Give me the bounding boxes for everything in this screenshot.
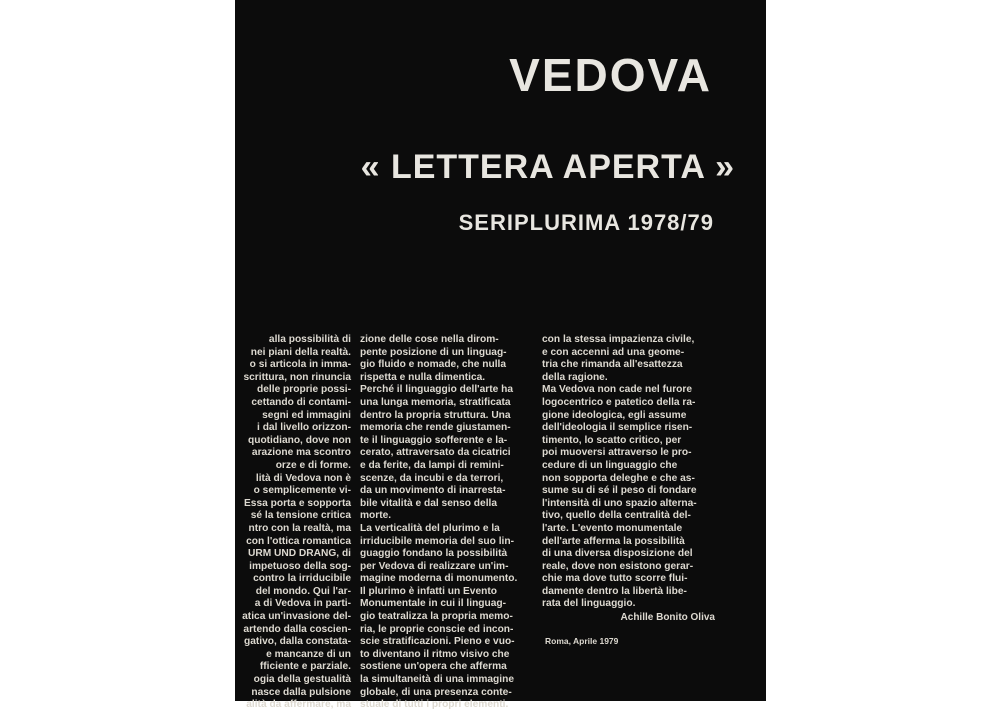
text-line: Perché il linguaggio dell'arte ha: [360, 384, 514, 396]
text-line: gione ideologica, egli assume: [542, 409, 687, 421]
text-line: dentro la propria struttura. Una: [360, 409, 511, 421]
text-line: irriducibile memoria del suo lin-: [360, 535, 514, 547]
text-line: quotidiano, dove non: [248, 434, 351, 446]
text-line: della ragione.: [542, 371, 608, 383]
text-line: to diventano il ritmo visivo che: [360, 648, 510, 660]
text-line: damente dentro la libertà libe-: [542, 585, 687, 597]
text-line: con la stessa impazienza civile,: [542, 334, 695, 345]
text-line: a di Vedova in parti-: [254, 598, 351, 610]
text-line: ogia della gestualità: [253, 674, 351, 686]
text-line: Il plurimo è infatti un Evento: [360, 585, 497, 597]
text-line: rispetta e nulla dimentica.: [360, 371, 486, 383]
text-line: scie stratificazioni. Pieno e vuo-: [360, 636, 515, 648]
text-line: alla possibilità di: [268, 334, 351, 345]
text-line: l'arte. L'evento monumentale: [542, 522, 683, 534]
text-line: del mondo. Qui l'ar-: [255, 585, 351, 597]
text-line: lità di Vedova non è: [255, 472, 351, 484]
text-column-2: [360, 334, 532, 712]
text-line: tivo, quello della centralità del-: [542, 510, 691, 522]
text-line: gio fluido e nomade, che nulla: [360, 359, 507, 371]
text-line: ria, le proprie conscie ed incon-: [360, 623, 514, 635]
text-line: ntro con la realtà, ma: [248, 522, 351, 534]
text-line: atica un'invasione del-: [242, 611, 351, 623]
text-line: e da ferite, da lampi di remini-: [360, 459, 504, 471]
text-column-1: [235, 334, 351, 712]
text-line: sume su di sé il peso di fondare: [542, 485, 697, 497]
text-line: chie ma dove tutto scorre flui-: [542, 573, 688, 585]
author-signature: Achille Bonito Oliva: [620, 612, 715, 623]
text-line: dell'ideologia il semplice risen-: [542, 422, 693, 434]
text-line: nasce dalla pulsione: [251, 686, 351, 698]
text-line: magine moderna di monumento.: [360, 573, 518, 585]
text-line: per Vedova di realizzare un'im-: [360, 560, 509, 572]
text-line: Monumentale in cui il linguag-: [360, 598, 507, 610]
text-line: da un movimento di inarresta-: [360, 485, 506, 497]
text-line: Essa porta e sopporta: [244, 497, 351, 509]
text-line: sostiene un'opera che afferma: [360, 661, 507, 673]
text-line: e mancanze di un: [266, 648, 351, 660]
text-line: pente posizione di un linguag-: [360, 346, 507, 358]
dateline: Roma, Aprile 1979: [545, 636, 619, 646]
text-line: memoria che rende giustamen-: [360, 422, 511, 434]
text-line: delle proprie possi-: [257, 384, 351, 396]
text-line: zione delle cose nella dirom-: [360, 334, 499, 345]
text-line: bile vitalità e dal senso della: [360, 497, 498, 509]
text-line: gativo, dalla constata-: [244, 636, 351, 648]
text-line: con l'ottica romantica: [246, 535, 351, 547]
text-line: URM UND DRANG, di: [248, 548, 351, 560]
poster-page: [235, 0, 766, 711]
text-line: globale, di una presenza conte-: [360, 686, 512, 698]
text-line: orze e di forme.: [275, 459, 351, 471]
text-line: nei piani della realtà.: [250, 346, 351, 358]
text-line: segni ed immagini: [262, 409, 351, 421]
text-line: impetuoso della sog-: [249, 560, 351, 572]
text-column-3: [542, 334, 720, 611]
text-line: gio teatralizza la propria memo-: [360, 611, 513, 623]
text-line: scrittura, non rinuncia: [243, 371, 351, 383]
text-line: te il linguaggio sofferente e la-: [360, 434, 508, 446]
text-line: La verticalità del plurimo e la: [360, 522, 500, 534]
text-line: logocentrico e patetico della ra-: [542, 396, 696, 408]
text-line: dell'arte afferma la possibilità: [542, 535, 685, 547]
text-line: Ma Vedova non cade nel furore: [542, 384, 693, 396]
text-line: i dal livello orizzon-: [257, 422, 351, 434]
text-line: morte.: [360, 510, 392, 522]
artist-title: VEDOVA: [509, 49, 712, 101]
text-line: una lunga memoria, stratificata: [360, 396, 511, 408]
text-line: cerato, attraversato da cicatrici: [360, 447, 511, 459]
text-line: artendo dalla coscien-: [243, 623, 351, 635]
text-line: l'intensità di uno spazio alterna-: [542, 497, 697, 509]
series-title: SERIPLURIMA 1978/79: [458, 210, 714, 235]
text-line: fficiente e parziale.: [259, 661, 351, 673]
text-line: sé la tensione critica: [250, 510, 351, 522]
text-line: timento, lo scatto critico, per: [542, 434, 682, 446]
text-line: rata del linguaggio.: [542, 598, 636, 610]
text-line: la simultaneità di una immagine: [360, 674, 514, 686]
text-line: non sopporta deleghe e che as-: [542, 472, 695, 484]
text-line: di una diversa disposizione del: [542, 548, 693, 560]
text-line: tria che rimanda all'esattezza: [542, 359, 683, 371]
text-line: reale, dove non esistono gerar-: [542, 560, 694, 572]
text-line: cettando di contami-: [251, 396, 351, 408]
text-line: o si articola in imma-: [249, 359, 351, 371]
text-line: o semplicemente vi-: [253, 485, 351, 497]
text-line: alità da affermare, ma: [246, 699, 351, 711]
work-title: « LETTERA APERTA »: [360, 148, 735, 186]
text-line: arazione ma scontro: [251, 447, 351, 459]
text-line: scenze, da incubi e da terrori,: [360, 472, 504, 484]
text-line: cedure di un linguaggio che: [542, 459, 678, 471]
text-line: guaggio fondano la possibilità: [360, 548, 508, 560]
text-line: contro la irriducibile: [253, 573, 351, 585]
text-line: poi muoversi attraverso le pro-: [542, 447, 692, 459]
text-line: stuale di tutti i propri elementi.: [360, 699, 509, 711]
text-line: e con accenni ad una geome-: [542, 346, 685, 358]
